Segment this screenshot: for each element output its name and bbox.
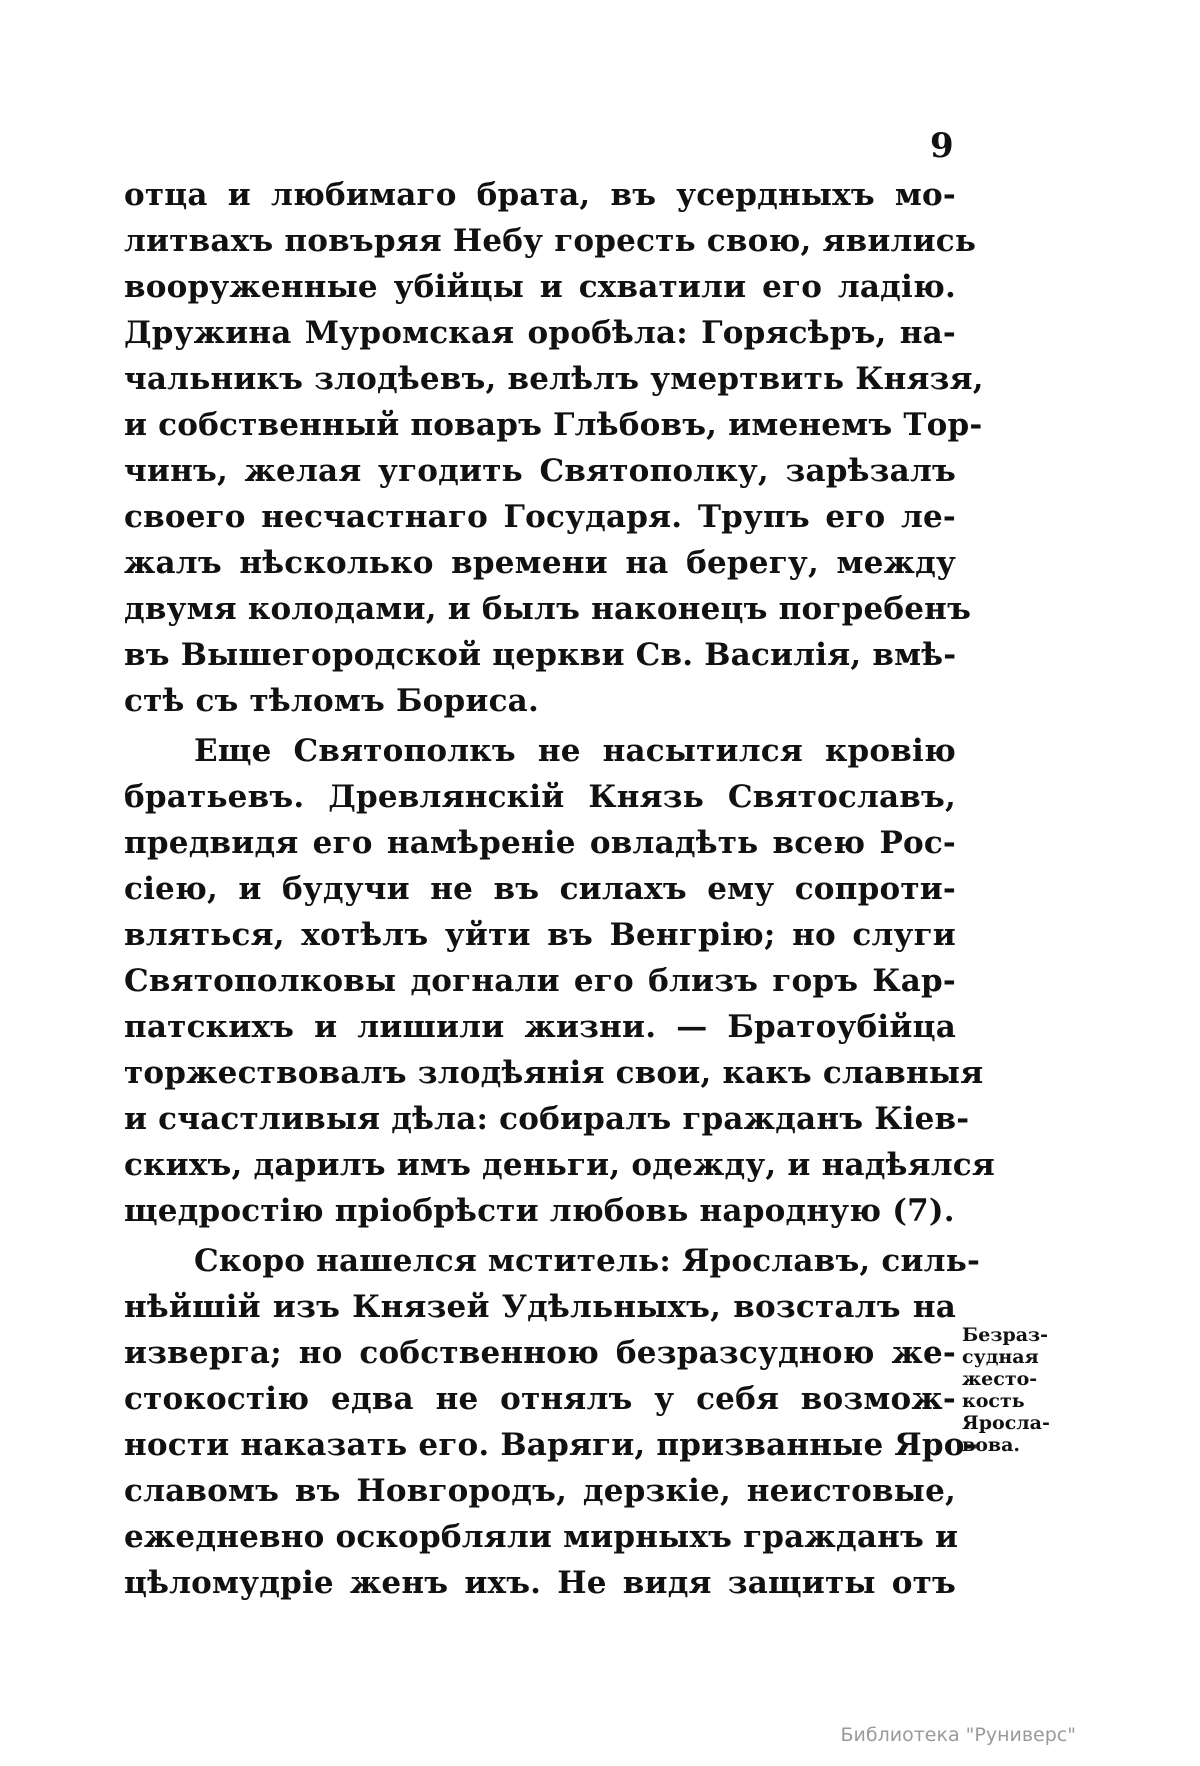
text-line: скихъ, дарилъ имъ деньги, одежду, и надѣялся [124, 1147, 995, 1183]
text-line: въ Вышегородской церкви Св. Василія, вмѣ- [124, 637, 957, 673]
marginal-note-line: кость [962, 1390, 1025, 1412]
text-line: братьевъ. Древлянскій Князь Святославъ, [124, 779, 956, 815]
marginal-note-line: вова. [962, 1434, 1021, 1456]
text-line: сіею, и будучи не въ силахъ ему сопроти- [124, 871, 956, 907]
text-line: чальникъ злодѣевъ, велѣлъ умертвить Князя, [124, 361, 984, 397]
text-line: двумя колодами, и былъ наконецъ погребенъ [124, 591, 972, 627]
text-line: стѣ съ тѣломъ Бориса. [124, 683, 539, 719]
text-line: щедростію пріобрѣсти любовь народную (7). [124, 1193, 955, 1229]
text-line: литвахъ повъряя Небу горесть свою, явились [124, 223, 977, 259]
text-line: своего несчастнаго Государя. Трупъ его ле- [124, 499, 956, 535]
marginal-note [962, 1324, 1082, 1456]
text-line: ежедневно оскорбляли мирныхъ гражданъ и [124, 1519, 959, 1555]
text-line: Святополковы догнали его близъ горъ Кар- [124, 963, 956, 999]
text-line: Дружина Муромская оробѣла: Горясѣръ, на- [124, 315, 956, 351]
text-line: стокостію едва не отнялъ у себя возмож- [124, 1381, 956, 1417]
text-line: славомъ въ Новгородъ, дерзкіе, неистовые, [124, 1473, 956, 1509]
text-line: чинъ, желая угодить Святополку, зарѣзалъ [124, 453, 956, 489]
text-line: нѣйшій изъ Князей Удѣльныхъ, возсталъ на [124, 1289, 956, 1325]
text-line: вооруженные убійцы и схватили его ладію. [124, 269, 956, 305]
text-line: цѣломудріе женъ ихъ. Не видя защиты отъ [124, 1565, 956, 1601]
library-watermark: Библиотека "Руниверс" [840, 1724, 1076, 1746]
text-line: ности наказать его. Варяги, призванные Яро- [124, 1427, 978, 1463]
text-line: и собственный поваръ Глѣбовъ, именемъ Тор- [124, 407, 983, 443]
text-line: отца и любимаго брата, въ усердныхъ мо- [124, 177, 956, 213]
text-line: торжествовалъ злодѣянія свои, какъ славныя [124, 1055, 984, 1091]
marginal-note-line: Яросла- [962, 1412, 1050, 1434]
text-line: патскихъ и лишили жизни. — Братоубійца [124, 1009, 956, 1045]
marginal-note-line: судная [962, 1346, 1039, 1368]
text-line: жалъ нѣсколько времени на берегу, между [124, 545, 956, 581]
text-line: вляться, хотѣлъ уйти въ Венгрію; но слуги [124, 917, 956, 953]
marginal-note-line: Безраз- [962, 1324, 1049, 1346]
text-line: предвидя его намѣреніе овладѣть всею Рос- [124, 825, 956, 861]
page-number: 9 [930, 126, 954, 166]
text-line: Скоро нашелся мститель: Ярославъ, силь- [194, 1243, 981, 1279]
text-line: Еще Святополкъ не насытился кровію [194, 733, 956, 769]
marginal-note-line: жесто- [962, 1368, 1038, 1390]
text-line: изверга; но собственною безразсудною же- [124, 1335, 956, 1371]
text-line: и счастливыя дѣла: собиралъ гражданъ Кіев- [124, 1101, 970, 1137]
